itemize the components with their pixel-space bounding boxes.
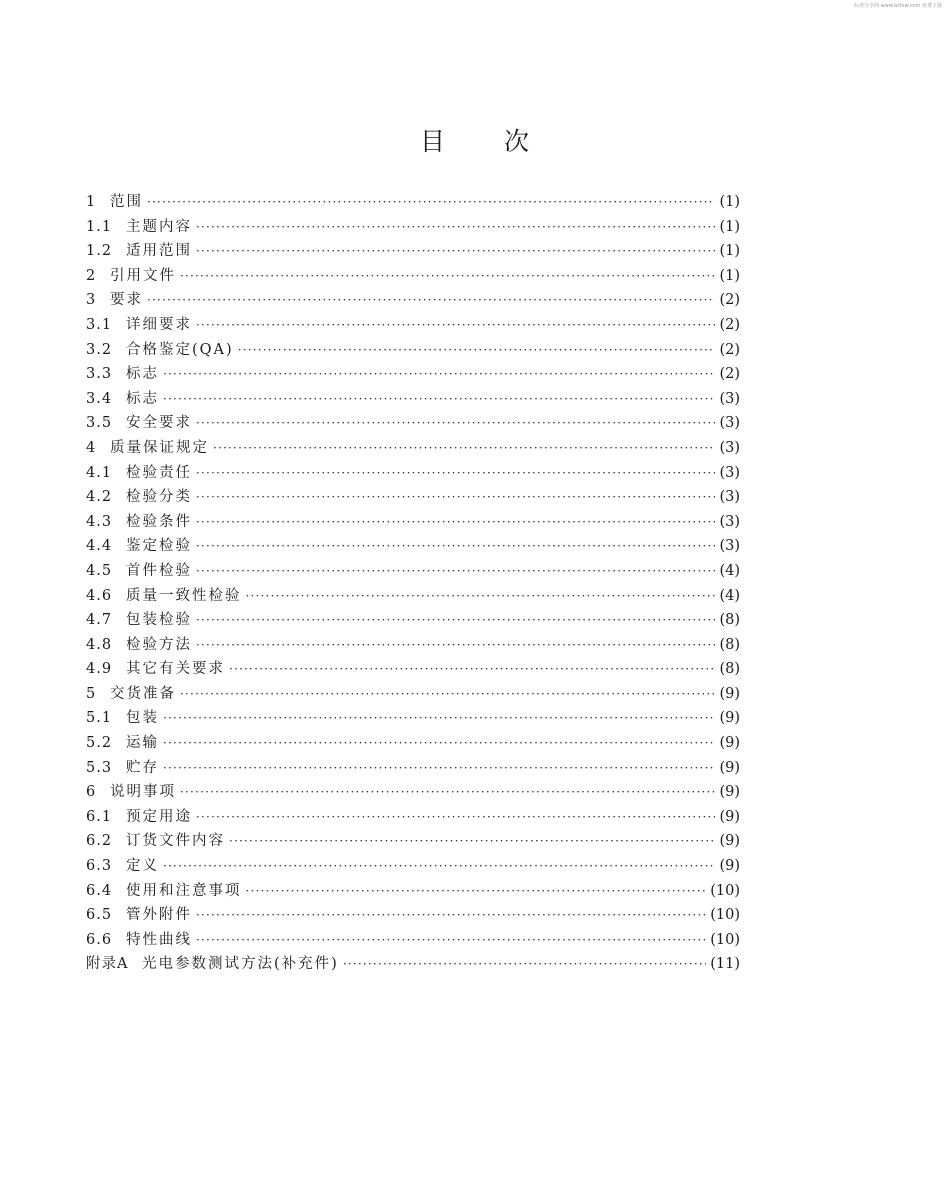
- toc-entry-number: 2: [86, 267, 97, 284]
- toc-entry-page: (8): [719, 636, 740, 653]
- toc-leader-dots: [196, 638, 715, 652]
- toc-entry: [86, 313, 740, 338]
- toc-leader-dots: [196, 933, 706, 947]
- toc-entry: [86, 854, 740, 879]
- toc-leader-dots: [229, 834, 715, 848]
- toc-entry-page: (9): [719, 808, 740, 825]
- toc-entry-number: 3.4: [86, 390, 113, 407]
- toc-entry-title: 预定用途: [126, 808, 192, 825]
- toc-entry: [86, 362, 740, 387]
- toc-entry: [86, 657, 740, 682]
- toc-leader-dots: [196, 810, 715, 824]
- toc-entry-title: 检验方法: [126, 636, 192, 653]
- toc-entry-number: 6.5: [86, 907, 113, 924]
- toc-entry-title: 合格鉴定(QA): [126, 341, 234, 358]
- toc-leader-dots: [163, 859, 715, 873]
- toc-leader-dots: [196, 244, 715, 258]
- toc-entry-page: (9): [719, 759, 740, 776]
- toc-entry: [86, 239, 740, 264]
- toc-entry-title: 适用范围: [126, 243, 192, 260]
- toc-entry-page: (2): [719, 316, 740, 333]
- toc-entry-number: 4.3: [86, 513, 113, 530]
- toc-entry: [86, 731, 740, 756]
- toc-leader-dots: [213, 441, 715, 455]
- toc-entry-number: 4.1: [86, 464, 113, 481]
- toc-entry-title: 安全要求: [126, 415, 192, 432]
- toc-entry: [86, 780, 740, 805]
- toc-entry: [86, 706, 740, 731]
- toc-leader-dots: [163, 736, 715, 750]
- toc-entry-number: 5.3: [86, 759, 113, 776]
- toc-entry-page: (1): [719, 243, 740, 260]
- toc-entry-number: 1: [86, 194, 97, 210]
- toc-leader-dots: [196, 416, 715, 430]
- toc-leader-dots: [147, 195, 715, 209]
- toc-entry-title: 其它有关要求: [126, 661, 225, 678]
- toc-entry-page: (3): [719, 513, 740, 530]
- toc-entry: [86, 903, 740, 928]
- toc-entry: [86, 264, 740, 289]
- toc-entry-number: 4.4: [86, 538, 113, 555]
- title-char-1: 目: [419, 127, 446, 156]
- toc-leader-dots: [180, 269, 715, 283]
- toc-leader-dots: [196, 515, 715, 529]
- toc-entry-page: (3): [719, 489, 740, 506]
- toc-leader-dots: [196, 466, 715, 480]
- toc-entry-number: 4.6: [86, 587, 113, 604]
- toc-entry-title: 运输: [126, 735, 159, 752]
- toc-entry-number: 5.2: [86, 735, 113, 752]
- toc-entry-page: (2): [719, 341, 740, 358]
- toc-entry-number: 3.1: [86, 316, 113, 333]
- toc-entry-number: 1.1: [86, 218, 113, 235]
- toc-leader-dots: [196, 564, 715, 578]
- toc-entry-title: 引用文件: [110, 267, 176, 284]
- toc-leader-dots: [196, 613, 715, 627]
- toc-entry-number: 6.4: [86, 882, 113, 899]
- toc-entry-title: 详细要求: [126, 316, 192, 333]
- toc-entry-page: (4): [719, 562, 740, 579]
- toc-entry: [86, 510, 740, 535]
- toc-entry-page: (8): [719, 661, 740, 678]
- title-char-2: 次: [504, 127, 531, 156]
- toc-entry-number: 4: [86, 439, 97, 456]
- toc-entry-title: 标志: [126, 366, 159, 383]
- toc-entry-page: (1): [719, 194, 740, 210]
- toc-leader-dots: [229, 662, 715, 676]
- toc-leader-dots: [163, 761, 715, 775]
- toc-leader-dots: [246, 884, 707, 898]
- toc-entry-title: 质量一致性检验: [126, 587, 242, 604]
- toc-entry-title: 质量保证规定: [110, 439, 209, 456]
- toc-entry-page: (8): [719, 612, 740, 629]
- toc-entry: [86, 805, 740, 830]
- toc-entry-number: 5.1: [86, 710, 113, 727]
- toc-entry-title: 贮存: [126, 759, 159, 776]
- toc-entry-number: 5: [86, 685, 97, 702]
- toc-entry-page: (3): [719, 439, 740, 456]
- toc-entry-page: (9): [719, 710, 740, 727]
- toc-entry: [86, 682, 740, 707]
- toc-entry-page: (1): [719, 218, 740, 235]
- toc-entry-title: 范围: [110, 194, 143, 210]
- toc-leader-dots: [147, 293, 715, 307]
- toc-entry-page: (10): [710, 931, 740, 948]
- toc-entry: [86, 461, 740, 486]
- toc-entry-page: (3): [719, 390, 740, 407]
- toc-entry-number: 6.3: [86, 858, 113, 875]
- toc-entry-title: 要求: [110, 292, 143, 309]
- page-title: [0, 122, 950, 158]
- toc-entry-title: 说明事项: [110, 784, 176, 801]
- toc-entry: [86, 411, 740, 436]
- toc-entry: [86, 633, 740, 658]
- toc-entry-title: 光电参数测试方法(补充件): [142, 956, 339, 973]
- toc-entry-page: (11): [710, 956, 740, 973]
- toc-entry-title: 定义: [126, 858, 159, 875]
- toc-entry-page: (3): [719, 415, 740, 432]
- toc-entry: [86, 534, 740, 559]
- toc-entry-number: 6.6: [86, 931, 113, 948]
- toc-entry: [86, 387, 740, 412]
- toc-entry-title: 订货文件内容: [126, 833, 225, 850]
- toc-entry-page: (1): [719, 267, 740, 284]
- toc-entry-number: 4.5: [86, 562, 113, 579]
- toc-entry-number: 4.8: [86, 636, 113, 653]
- toc-entry: [86, 436, 740, 461]
- toc-entry: [86, 215, 740, 240]
- toc-entry: [86, 485, 740, 510]
- toc-entry-page: (3): [719, 464, 740, 481]
- toc-entry-page: (9): [719, 685, 740, 702]
- table-of-contents: [86, 190, 740, 977]
- toc-entry-page: (9): [719, 784, 740, 801]
- toc-entry-page: (9): [719, 858, 740, 875]
- toc-entry-page: (4): [719, 587, 740, 604]
- toc-entry-title: 管外附件: [126, 907, 192, 924]
- toc-entry-title: 首件检验: [126, 562, 192, 579]
- toc-entry-title: 特性曲线: [126, 931, 192, 948]
- toc-leader-dots: [196, 220, 715, 234]
- toc-entry: [86, 756, 740, 781]
- toc-leader-dots: [196, 318, 715, 332]
- toc-entry-number: 3.5: [86, 415, 113, 432]
- toc-entry-number: 6.1: [86, 808, 113, 825]
- toc-entry-title: 使用和注意事项: [126, 882, 242, 899]
- toc-leader-dots: [196, 539, 715, 553]
- toc-entry-page: (9): [719, 833, 740, 850]
- toc-entry-title: 包装检验: [126, 612, 192, 629]
- toc-entry-number: 3: [86, 292, 97, 309]
- toc-leader-dots: [163, 392, 715, 406]
- toc-entry: [86, 338, 740, 363]
- toc-leader-dots: [238, 343, 716, 357]
- toc-entry-number: 4.2: [86, 489, 113, 506]
- toc-entry: [86, 190, 740, 215]
- toc-entry-number: 4.7: [86, 612, 113, 629]
- toc-entry-number: 1.2: [86, 243, 113, 260]
- toc-entry: [86, 829, 740, 854]
- toc-entry-number: 附录A: [86, 956, 129, 973]
- toc-entry: [86, 288, 740, 313]
- toc-leader-dots: [180, 687, 715, 701]
- toc-entry: [86, 952, 740, 977]
- toc-entry: [86, 879, 740, 904]
- toc-entry-title: 检验分类: [126, 489, 192, 506]
- toc-entry-page: (10): [710, 882, 740, 899]
- toc-entry-page: (2): [719, 366, 740, 383]
- toc-entry-title: 检验责任: [126, 464, 192, 481]
- toc-leader-dots: [246, 589, 716, 603]
- toc-leader-dots: [163, 711, 715, 725]
- toc-entry-page: (3): [719, 538, 740, 555]
- toc-entry-number: 6.2: [86, 833, 113, 850]
- toc-entry-number: 6: [86, 784, 97, 801]
- toc-leader-dots: [180, 785, 715, 799]
- toc-entry-title: 主题内容: [126, 218, 192, 235]
- toc-entry-title: 交货准备: [110, 685, 176, 702]
- toc-leader-dots: [163, 367, 715, 381]
- toc-entry-title: 检验条件: [126, 513, 192, 530]
- toc-entry-title: 包装: [126, 710, 159, 727]
- toc-entry-title: 鉴定检验: [126, 538, 192, 555]
- toc-entry-page: (10): [710, 907, 740, 924]
- toc-entry: [86, 608, 740, 633]
- toc-entry-number: 4.9: [86, 661, 113, 678]
- toc-leader-dots: [343, 957, 706, 971]
- toc-entry-page: (2): [719, 292, 740, 309]
- toc-entry-page: (9): [719, 735, 740, 752]
- toc-entry: [86, 584, 740, 609]
- toc-entry-title: 标志: [126, 390, 159, 407]
- toc-leader-dots: [196, 490, 715, 504]
- toc-entry-number: 3.3: [86, 366, 113, 383]
- watermark-text: 标准分享网 www.bzfxw.com 免费下载: [854, 3, 942, 9]
- toc-entry: [86, 928, 740, 953]
- toc-entry: [86, 559, 740, 584]
- toc-leader-dots: [196, 908, 706, 922]
- toc-entry-number: 3.2: [86, 341, 113, 358]
